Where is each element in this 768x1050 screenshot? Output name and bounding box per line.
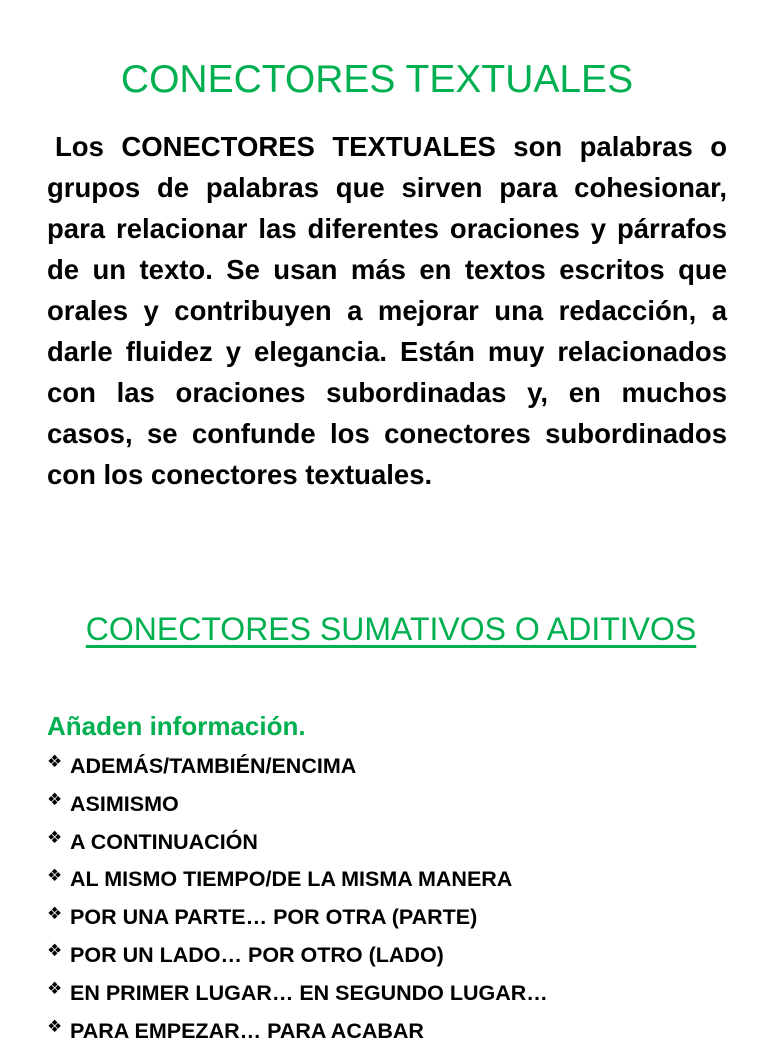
connector-list [47, 748, 548, 1050]
list-item [47, 748, 548, 786]
diamond-bullet-icon: ❖ [47, 941, 63, 962]
list-item [47, 975, 548, 1013]
list-item [47, 899, 548, 937]
diamond-bullet-icon: ❖ [47, 827, 63, 848]
list-item-label: ADEMÁS/TAMBIÉN/ENCIMA [70, 754, 357, 778]
diamond-bullet-icon: ❖ [47, 979, 63, 1000]
section-heading: CONECTORES SUMATIVOS O ADITIVOS [85, 611, 697, 647]
section-subtitle: Añaden información. [47, 711, 306, 741]
list-item-label: POR UNA PARTE… POR OTRA (PARTE) [70, 905, 478, 930]
list-item-label: A CONTINUACIÓN [70, 829, 258, 854]
diamond-bullet-icon: ❖ [47, 752, 63, 773]
list-item-label: PARA EMPEZAR… PARA ACABAR [70, 1018, 424, 1043]
list-item [47, 937, 548, 975]
list-item-label: EN PRIMER LUGAR… EN SEGUNDO LUGAR… [70, 980, 548, 1005]
list-item-label: ASIMISMO [70, 791, 179, 816]
list-item [47, 786, 548, 824]
list-item [47, 861, 548, 899]
diamond-bullet-icon: ❖ [47, 790, 63, 811]
diamond-bullet-icon: ❖ [47, 865, 63, 886]
list-item [47, 1013, 548, 1050]
list-item-label: AL MISMO TIEMPO/DE LA MISMA MANERA [70, 867, 513, 892]
intro-paragraph: Los CONECTORES TEXTUALES son palabras o grupos de palabras que sirven para cohesionar, para relacionar las diferentes oraciones y párrafos de un texto. Se usan más en textos escritos que orales y contribuyen a mejorar una redacción, a darle fluidez y elegancia. Están muy relacionados con las oraciones subordinadas y, en muchos casos, se confunde los conectores subordinados con los conectores textuales. [47, 131, 727, 490]
page-title: CONECTORES TEXTUALES [120, 58, 634, 101]
diamond-bullet-icon: ❖ [47, 903, 63, 924]
list-item-label: POR UN LADO… POR OTRO (LADO) [70, 942, 444, 967]
list-item [47, 824, 548, 862]
diamond-bullet-icon: ❖ [47, 1016, 63, 1037]
